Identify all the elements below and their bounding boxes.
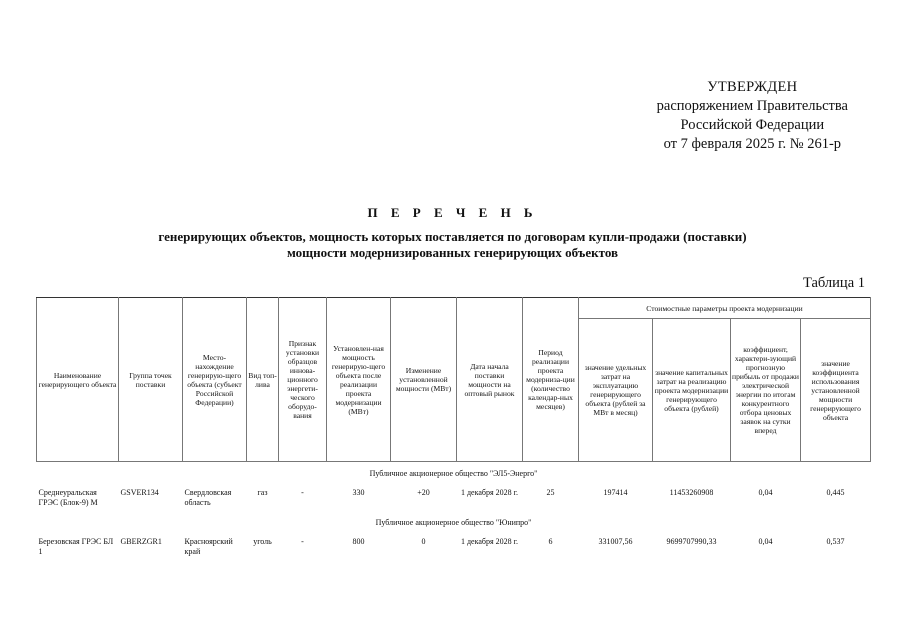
cell-start: 1 декабря 2028 г. [460, 537, 519, 546]
cell-fuel: уголь [253, 537, 272, 546]
cell-innovative: - [301, 488, 304, 497]
cell-group: GBERZGR1 [120, 537, 162, 546]
cell-usage-coef: 0,445 [826, 488, 845, 497]
col-fuel-header: Вид топ-лива [247, 298, 279, 462]
col-group-header: Группа точек поставки [119, 298, 183, 462]
cell-usage-coef: 0,537 [826, 537, 845, 546]
cell-installed: 330 [352, 488, 365, 497]
cell-capex: 9699707990,33 [666, 537, 717, 546]
cell-name: Среднеуральская ГРЭС (Блок-9) М [38, 488, 98, 507]
table-header [37, 298, 871, 462]
col-location-header: Место-нахождение генерирую-щего объекта (субъект Российской Федерации) [183, 298, 247, 462]
cell-name: Березовская ГРЭС БЛ 1 [38, 537, 114, 556]
document-subtitle [60, 229, 845, 261]
subtitle-line-1: генерирующих объектов, мощность которых поставляется по договорам купли-продажи (поставки) [158, 229, 747, 244]
cell-location: Красноярский край [184, 537, 233, 556]
company-name: Публичное акционерное общество "ЭЛ5-Энерго" [369, 469, 538, 478]
cell-unit-cost: 197414 [603, 488, 628, 497]
cell-unit-cost: 331007,56 [598, 537, 633, 546]
approval-line-4: от 7 февраля 2025 г. № 261-р [663, 136, 842, 152]
cell-start: 1 декабря 2028 г. [460, 488, 519, 497]
objects-table [36, 297, 871, 560]
cost-params-header: Стоимостные параметры проекта модернизации [579, 298, 871, 319]
col-innovative-header: Признак установки образцов иннова-ционного энергети-ческого оборудо-вания [279, 298, 327, 462]
table-label: Таблица 1 [802, 275, 865, 291]
col-capex-header: значение капитальных затрат на реализацию проекта модернизации генерирующего объекта (рублей) [653, 319, 731, 462]
col-period-header: Период реализации проекта модерниза-ции (количество календар-ных месяцев) [523, 298, 579, 462]
cell-change: +20 [417, 488, 430, 497]
cell-capex: 11453260908 [669, 488, 714, 497]
col-profit-coef-header: коэффициент, характери-зующий прогнозную прибыль от продажи электрической энергии по итогам конкурентного отбора ценовых заявок на сутки вперед [731, 319, 801, 462]
cell-innovative: - [301, 537, 304, 546]
subtitle-line-2: мощности модернизированных генерирующих объектов [286, 245, 619, 260]
company-row [37, 511, 871, 531]
approval-line-2: распоряжением Правительства [656, 98, 848, 114]
col-start-header: Дата начала поставки мощности на оптовый рынок [457, 298, 523, 462]
table-row [37, 482, 871, 511]
cell-group: GSVER134 [120, 488, 159, 497]
cell-fuel: газ [257, 488, 268, 497]
cell-profit-coef: 0,04 [758, 537, 773, 546]
approval-line-3: Российской Федерации [680, 117, 825, 133]
approval-heading: УТВЕРЖДЕН [707, 79, 798, 95]
cell-location: Свердловская область [184, 488, 232, 507]
company-row [37, 462, 871, 483]
cell-profit-coef: 0,04 [758, 488, 773, 497]
document-title: П Е Р Е Ч Е Н Ь [367, 205, 538, 220]
cell-change: 0 [421, 537, 426, 546]
approval-stamp [657, 78, 848, 154]
table-row [37, 531, 871, 560]
company-name: Публичное акционерное общество "Юнипро" [375, 518, 532, 527]
col-unit-cost-header: значение удельных затрат на эксплуатацию генерирующего объекта (рублей за МВт в месяц) [579, 319, 653, 462]
cell-period: 25 [546, 488, 555, 497]
cell-period: 6 [548, 537, 553, 546]
col-name-header: Наименование генерирующего объекта [37, 298, 119, 462]
col-usage-coef-header: значение коэффициента использования установленной мощности генерирующего объекта [801, 319, 871, 462]
col-installed-header: Установлен-ная мощность генерирую-щего объекта после реализации проекта модернизации (МВт) [327, 298, 391, 462]
cell-installed: 800 [352, 537, 365, 546]
col-change-header: Изменение установленной мощности (МВт) [391, 298, 457, 462]
